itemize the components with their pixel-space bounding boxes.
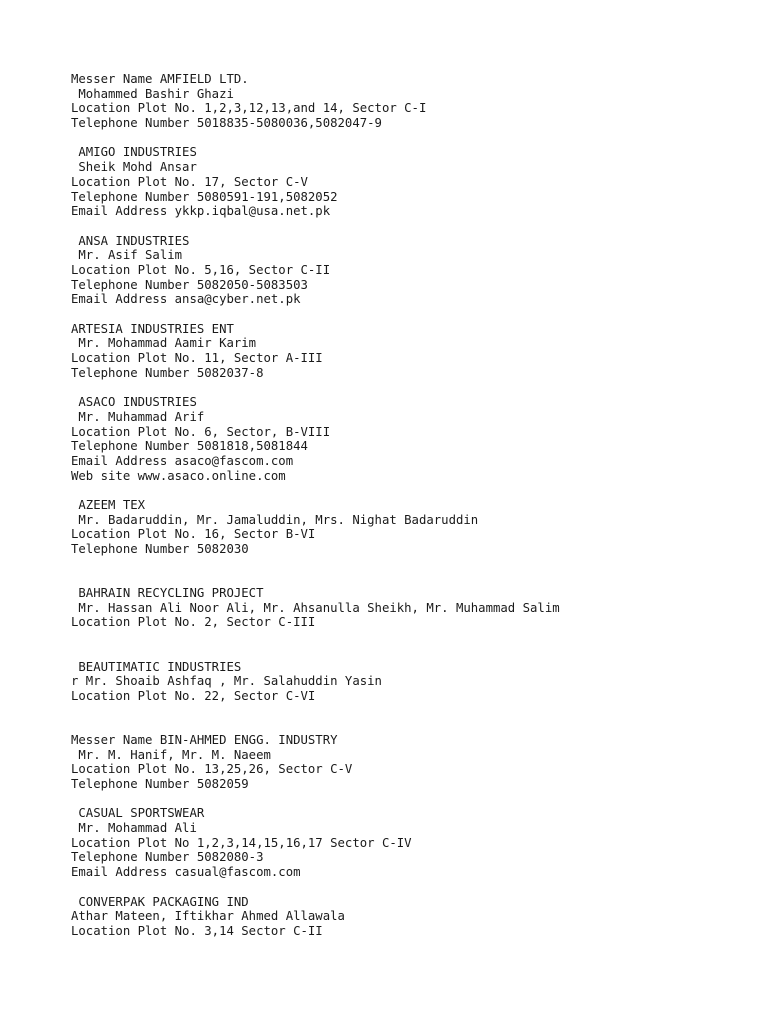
contact-person: Mr. Mohammad Ali	[71, 821, 197, 836]
telephone: Telephone Number 5082080-3	[71, 850, 264, 865]
location: Location Plot No. 17, Sector C-V	[71, 174, 308, 189]
contact-person: Athar Mateen, Iftikhar Ahmed Allawala	[71, 909, 345, 924]
telephone: Telephone Number 5081818,5081844	[71, 439, 308, 454]
entry-azeem-tex	[71, 498, 751, 557]
telephone: Telephone Number 5082037-8	[71, 365, 264, 380]
email: Email Address ykkp.iqbal@usa.net.pk	[71, 204, 331, 219]
location: Location Plot No. 11, Sector A-III	[71, 351, 323, 366]
telephone: Telephone Number 5082030	[71, 542, 249, 556]
directory-page	[71, 72, 751, 939]
company-name: ASACO INDUSTRIES	[71, 395, 197, 410]
company-name: CASUAL SPORTSWEAR	[71, 806, 205, 821]
company-name: CONVERPAK PACKAGING IND	[71, 894, 249, 909]
entry-converpak	[71, 895, 751, 939]
location: Location Plot No. 13,25,26, Sector C-V	[71, 762, 353, 777]
location: Location Plot No. 3,14 Sector C-II	[71, 923, 323, 938]
location: Location Plot No. 2, Sector C-III	[71, 615, 316, 630]
entry-amfield	[71, 72, 751, 131]
telephone: Telephone Number 5018835-5080036,5082047-9	[71, 116, 382, 131]
company-name: ARTESIA INDUSTRIES ENT	[71, 321, 234, 336]
location: Location Plot No. 22, Sector C-VI	[71, 688, 316, 703]
email: Email Address ansa@cyber.net.pk	[71, 292, 301, 307]
company-name: AMIGO INDUSTRIES	[71, 145, 197, 160]
location: Location Plot No. 6, Sector, B-VIII	[71, 424, 331, 439]
entry-casual-sportswear	[71, 806, 751, 879]
contact-person: r Mr. Shoaib Ashfaq , Mr. Salahuddin Yasin	[71, 674, 382, 689]
contact-person: Mr. Mohammad Aamir Karim	[71, 336, 257, 351]
entry-beautimatic	[71, 660, 751, 704]
contact-person: Mohammed Bashir Ghazi	[71, 86, 234, 101]
entry-artesia	[71, 322, 751, 381]
entry-bin-ahmed	[71, 733, 751, 792]
telephone: Telephone Number 5082050-5083503	[71, 277, 308, 292]
telephone: Telephone Number 5080591-191,5082052	[71, 189, 338, 204]
company-name: BAHRAIN RECYCLING PROJECT	[71, 586, 264, 601]
entry-bahrain-recycling	[71, 586, 751, 630]
location: Location Plot No. 1,2,3,12,13,and 14, Sector C-I	[71, 101, 427, 116]
contact-person: Mr. Hassan Ali Noor Ali, Mr. Ahsanulla Sheikh, Mr. Muhammad Salim	[71, 600, 560, 615]
company-name: Messer Name AMFIELD LTD.	[71, 72, 249, 86]
entry-amigo	[71, 145, 751, 218]
company-name: AZEEM TEX	[71, 497, 146, 512]
contact-person: Sheik Mohd Ansar	[71, 160, 197, 175]
company-name: ANSA INDUSTRIES	[71, 233, 190, 248]
email: Email Address casual@fascom.com	[71, 865, 301, 880]
company-name: Messer Name BIN-AHMED ENGG. INDUSTRY	[71, 732, 338, 747]
location: Location Plot No. 5,16, Sector C-II	[71, 262, 331, 277]
entry-asaco	[71, 395, 751, 483]
email: Email Address asaco@fascom.com	[71, 453, 294, 468]
contact-person: Mr. Asif Salim	[71, 248, 183, 263]
website: Web site www.asaco.online.com	[71, 468, 286, 483]
company-name: BEAUTIMATIC INDUSTRIES	[71, 659, 242, 674]
location: Location Plot No. 16, Sector B-VI	[71, 527, 316, 542]
location: Location Plot No 1,2,3,14,15,16,17 Sector C-IV	[71, 835, 412, 850]
contact-person: Mr. Badaruddin, Mr. Jamaluddin, Mrs. Nighat Badaruddin	[71, 512, 479, 527]
telephone: Telephone Number 5082059	[71, 777, 249, 792]
contact-person: Mr. M. Hanif, Mr. M. Naeem	[71, 747, 271, 762]
entry-ansa	[71, 234, 751, 307]
contact-person: Mr. Muhammad Arif	[71, 409, 205, 424]
